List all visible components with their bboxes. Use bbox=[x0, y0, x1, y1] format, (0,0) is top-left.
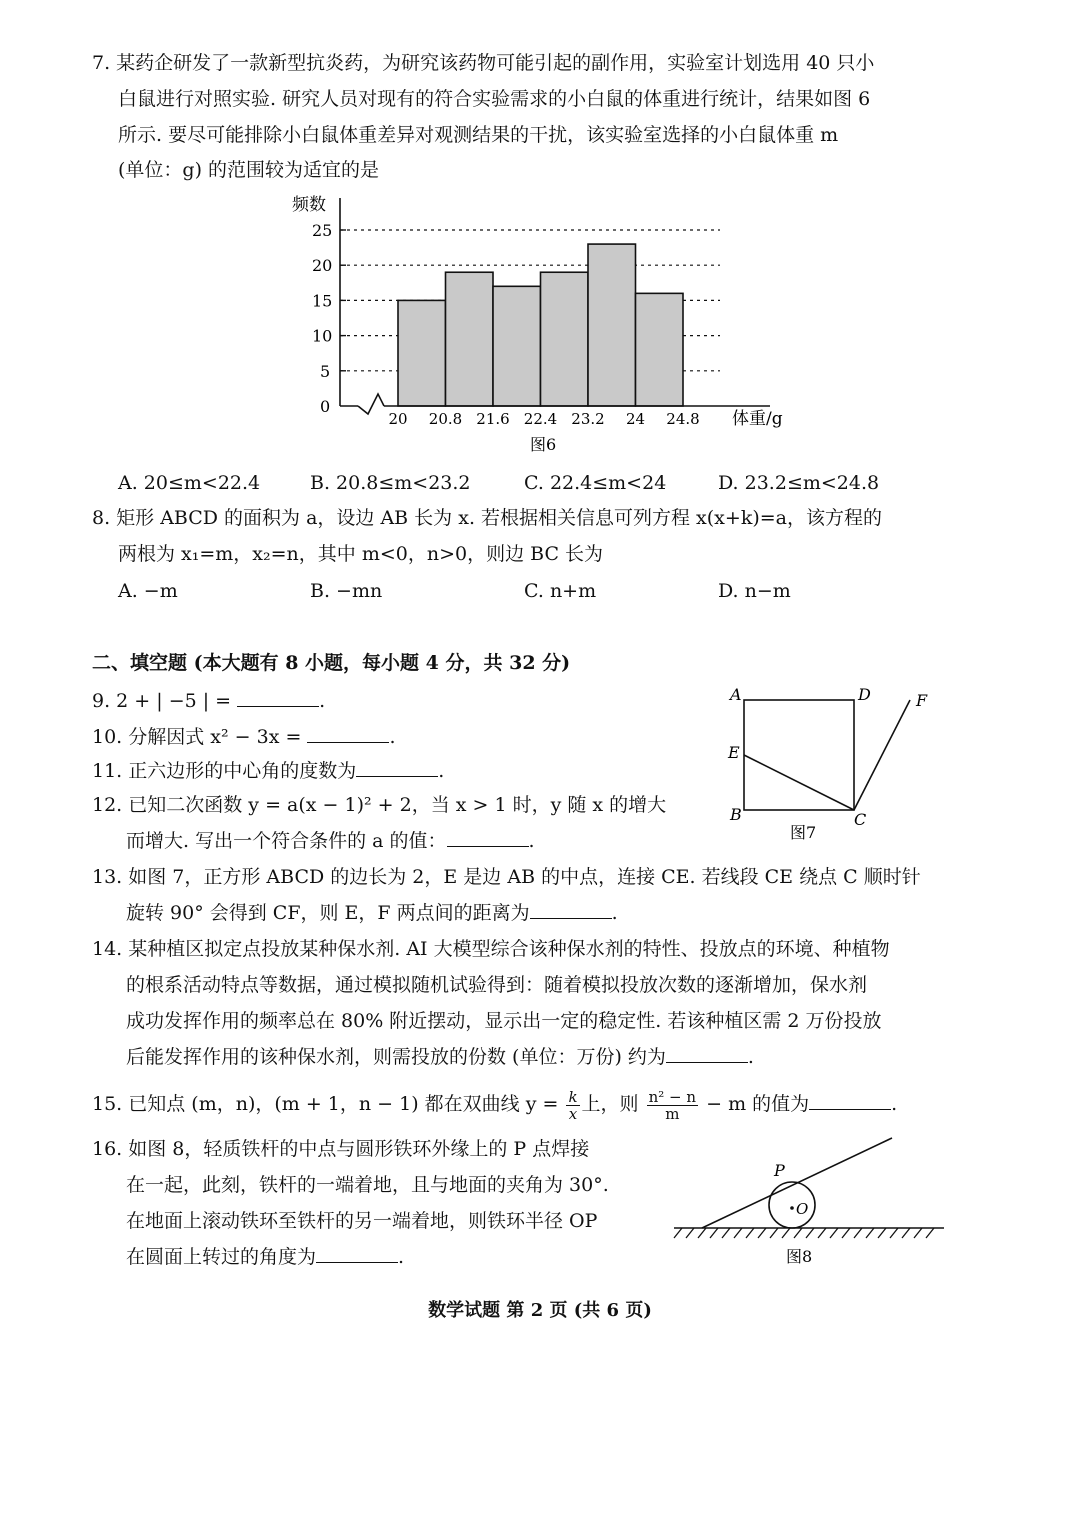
hatch-line bbox=[914, 1228, 922, 1238]
section-2-heading: 二、填空题 (本大题有 8 小题，每小题 4 分，共 32 分) bbox=[92, 652, 571, 674]
q15-pre: 15. 已知点 (m，n)，(m + 1，n − 1) 都在双曲线 y = bbox=[92, 1093, 559, 1115]
q10-end: . bbox=[389, 726, 396, 748]
figure-8-ring-and-rod bbox=[668, 1130, 958, 1270]
segment-cf bbox=[854, 700, 910, 810]
frac2-numerator: n² − n bbox=[648, 1087, 697, 1106]
figure-7-square bbox=[720, 680, 950, 840]
q9-line bbox=[92, 688, 325, 714]
q9-text: 9. 2 + | −5 | = bbox=[92, 690, 232, 712]
label-c: C bbox=[854, 810, 867, 829]
q7-option-b: B. 20.8≤m<23.2 bbox=[310, 472, 471, 494]
q15-end: . bbox=[891, 1093, 898, 1115]
hatch-line bbox=[758, 1228, 766, 1238]
hatch-line bbox=[878, 1228, 886, 1238]
q10-line bbox=[92, 724, 395, 750]
hatch-line bbox=[902, 1228, 910, 1238]
y-tick-label: 5 bbox=[320, 361, 331, 381]
q14-answer-blank[interactable] bbox=[666, 1044, 748, 1063]
hatch-line bbox=[722, 1228, 730, 1238]
axis-break-mark bbox=[358, 394, 384, 414]
y-tick-label: 15 bbox=[312, 291, 333, 311]
frac1-denominator: x bbox=[568, 1104, 578, 1123]
hatch-line bbox=[926, 1228, 934, 1238]
segment-ce bbox=[744, 755, 854, 810]
q15-answer-blank[interactable] bbox=[809, 1091, 891, 1110]
y-tick-label: 25 bbox=[312, 221, 333, 240]
q11-text: 11. 正六边形的中心角的度数为 bbox=[92, 760, 357, 782]
q7-option-a: A. 20≤m<22.4 bbox=[118, 472, 261, 494]
y-tick-label: 0 bbox=[320, 397, 331, 416]
label-d: D bbox=[858, 685, 871, 704]
y-tick-label: 20 bbox=[312, 256, 333, 276]
q12-answer-blank[interactable] bbox=[447, 828, 529, 847]
frac2-denominator: m bbox=[665, 1104, 680, 1123]
histogram-bar bbox=[541, 272, 589, 406]
q14-line-4 bbox=[126, 1044, 754, 1070]
page-footer: 数学试题 第 2 页 (共 6 页) bbox=[428, 1300, 652, 1321]
q14-end: . bbox=[747, 1046, 754, 1068]
q12-line-2 bbox=[126, 828, 535, 854]
q8-option-b: B. −mn bbox=[310, 580, 383, 602]
q16-line-3: 在地面上滚动铁环至铁杆的另一端着地，则铁环半径 OP bbox=[126, 1210, 598, 1232]
q7-option-d: D. 23.2≤m<24.8 bbox=[718, 472, 880, 494]
center-point-o bbox=[790, 1206, 794, 1210]
hatch-line bbox=[770, 1228, 778, 1238]
histogram-bar bbox=[446, 272, 494, 406]
histogram-bar bbox=[398, 300, 446, 406]
q8-option-c: C. n+m bbox=[524, 580, 597, 602]
square-abcd bbox=[744, 700, 854, 810]
q16-answer-blank[interactable] bbox=[316, 1244, 398, 1263]
x-tick-label: 20.8 bbox=[428, 410, 463, 428]
hatch-line bbox=[830, 1228, 838, 1238]
hatch-line bbox=[854, 1228, 862, 1238]
hatch-line bbox=[866, 1228, 874, 1238]
q14-line-3: 成功发挥作用的频率总在 80% 附近摆动，显示出一定的稳定性. 若该种植区需 2 万份投放 bbox=[126, 1010, 882, 1032]
q8-option-a: A. −m bbox=[118, 580, 178, 602]
hatch-line bbox=[818, 1228, 826, 1238]
q13-line-2 bbox=[126, 900, 618, 926]
q13-text: 旋转 90° 会得到 CF，则 E，F 两点间的距离为 bbox=[126, 902, 530, 924]
x-tick-label: 24 bbox=[625, 410, 646, 428]
histogram-bar bbox=[588, 244, 636, 406]
label-b: B bbox=[730, 805, 742, 824]
label-o: O bbox=[796, 1200, 809, 1218]
q16-end: . bbox=[398, 1246, 405, 1268]
q10-text: 10. 分解因式 x² − 3x = bbox=[92, 726, 302, 748]
y-tick-label: 10 bbox=[312, 326, 333, 346]
x-tick-label: 23.2 bbox=[571, 410, 605, 428]
histogram-bar bbox=[493, 286, 541, 406]
hatch-line bbox=[686, 1228, 694, 1238]
hatch-line bbox=[698, 1228, 706, 1238]
label-a: A bbox=[730, 685, 742, 704]
q12-end: . bbox=[528, 830, 535, 852]
histogram-bar bbox=[636, 293, 684, 406]
q8-option-d: D. n−m bbox=[718, 580, 791, 602]
q16-text: 在圆面上转过的角度为 bbox=[126, 1246, 317, 1268]
x-axis-label: 体重/g bbox=[732, 409, 783, 429]
hatch-line bbox=[890, 1228, 898, 1238]
q14-line-2: 的根系活动特点等数据，通过模拟随机试验得到：随着模拟投放次数的逐渐增加，保水剂 bbox=[126, 974, 868, 996]
q10-answer-blank[interactable] bbox=[307, 724, 389, 743]
q11-answer-blank[interactable] bbox=[356, 758, 438, 777]
q16-line-1: 16. 如图 8，轻质铁杆的中点与圆形铁环外缘上的 P 点焊接 bbox=[92, 1138, 590, 1160]
hatch-line bbox=[734, 1228, 742, 1238]
q7-line-1: 7. 某药企研发了一款新型抗炎药，为研究该药物可能引起的副作用，实验室计划选用 40 只小 bbox=[92, 52, 875, 74]
fraction-n2-minus-n-over-m bbox=[647, 1089, 698, 1122]
frac1-numerator: k bbox=[568, 1087, 578, 1106]
x-tick-label: 20 bbox=[388, 410, 408, 428]
histogram-figure-6 bbox=[280, 188, 840, 458]
x-tick-label: 24.8 bbox=[666, 410, 700, 428]
q12-text: 而增大. 写出一个符合条件的 a 的值： bbox=[126, 830, 447, 852]
fraction-k-over-x bbox=[566, 1089, 579, 1122]
figure-6-caption: 图6 bbox=[530, 435, 557, 454]
figure-8-caption: 图8 bbox=[786, 1247, 813, 1266]
label-e: E bbox=[728, 743, 740, 762]
q12-line-1: 12. 已知二次函数 y = a(x − 1)² + 2，当 x > 1 时，y 随 x 的增大 bbox=[92, 794, 667, 816]
hatch-line bbox=[842, 1228, 850, 1238]
x-tick-label: 21.6 bbox=[476, 410, 510, 428]
q13-line-1: 13. 如图 7，正方形 ABCD 的边长为 2，E 是边 AB 的中点，连接 CE. 若线段 CE 绕点 C 顺时针 bbox=[92, 866, 921, 888]
q7-line-2: 白鼠进行对照实验. 研究人员对现有的符合实验需求的小白鼠的体重进行统计，结果如图 6 bbox=[118, 88, 871, 110]
q15-post: − m 的值为 bbox=[706, 1093, 810, 1115]
q15-mid: 上，则 bbox=[581, 1093, 639, 1115]
q7-option-c: C. 22.4≤m<24 bbox=[524, 472, 667, 494]
q11-line bbox=[92, 758, 444, 784]
q9-end: . bbox=[319, 690, 326, 712]
q9-answer-blank[interactable] bbox=[237, 688, 319, 707]
ground-hatching bbox=[674, 1228, 934, 1238]
q15-line bbox=[92, 1086, 897, 1122]
label-p: P bbox=[774, 1161, 785, 1180]
q14-text: 后能发挥作用的该种保水剂，则需投放的份数 (单位：万份) 约为 bbox=[126, 1046, 666, 1068]
hatch-line bbox=[782, 1228, 790, 1238]
hatch-line bbox=[710, 1228, 718, 1238]
q16-line-4 bbox=[126, 1244, 404, 1270]
x-tick-label: 22.4 bbox=[523, 410, 558, 428]
q14-line-1: 14. 某种植区拟定点投放某种保水剂. AI 大模型综合该种保水剂的特性、投放点的环境、种植物 bbox=[92, 938, 890, 960]
q8-line-1: 8. 矩形 ABCD 的面积为 a，设边 AB 长为 x. 若根据相关信息可列方程 x(x+k)=a，该方程的 bbox=[92, 507, 882, 529]
hatch-line bbox=[806, 1228, 814, 1238]
label-f: F bbox=[916, 691, 928, 710]
y-axis-label: 频数 bbox=[292, 195, 326, 215]
hatch-line bbox=[674, 1228, 682, 1238]
q8-line-2: 两根为 x₁=m，x₂=n，其中 m<0，n>0，则边 BC 长为 bbox=[118, 543, 604, 565]
hatch-line bbox=[746, 1228, 754, 1238]
q7-line-4: (单位：g) 的范围较为适宜的是 bbox=[118, 159, 380, 181]
figure-7-caption: 图7 bbox=[790, 823, 817, 840]
hatch-line bbox=[794, 1228, 802, 1238]
q13-end: . bbox=[611, 902, 618, 924]
q16-line-2: 在一起，此刻，铁杆的一端着地，且与地面的夹角为 30°. bbox=[126, 1174, 609, 1196]
q13-answer-blank[interactable] bbox=[530, 900, 612, 919]
q11-end: . bbox=[438, 760, 445, 782]
q7-line-3: 所示. 要尽可能排除小白鼠体重差异对观测结果的干扰，该实验室选择的小白鼠体重 m bbox=[118, 124, 839, 146]
